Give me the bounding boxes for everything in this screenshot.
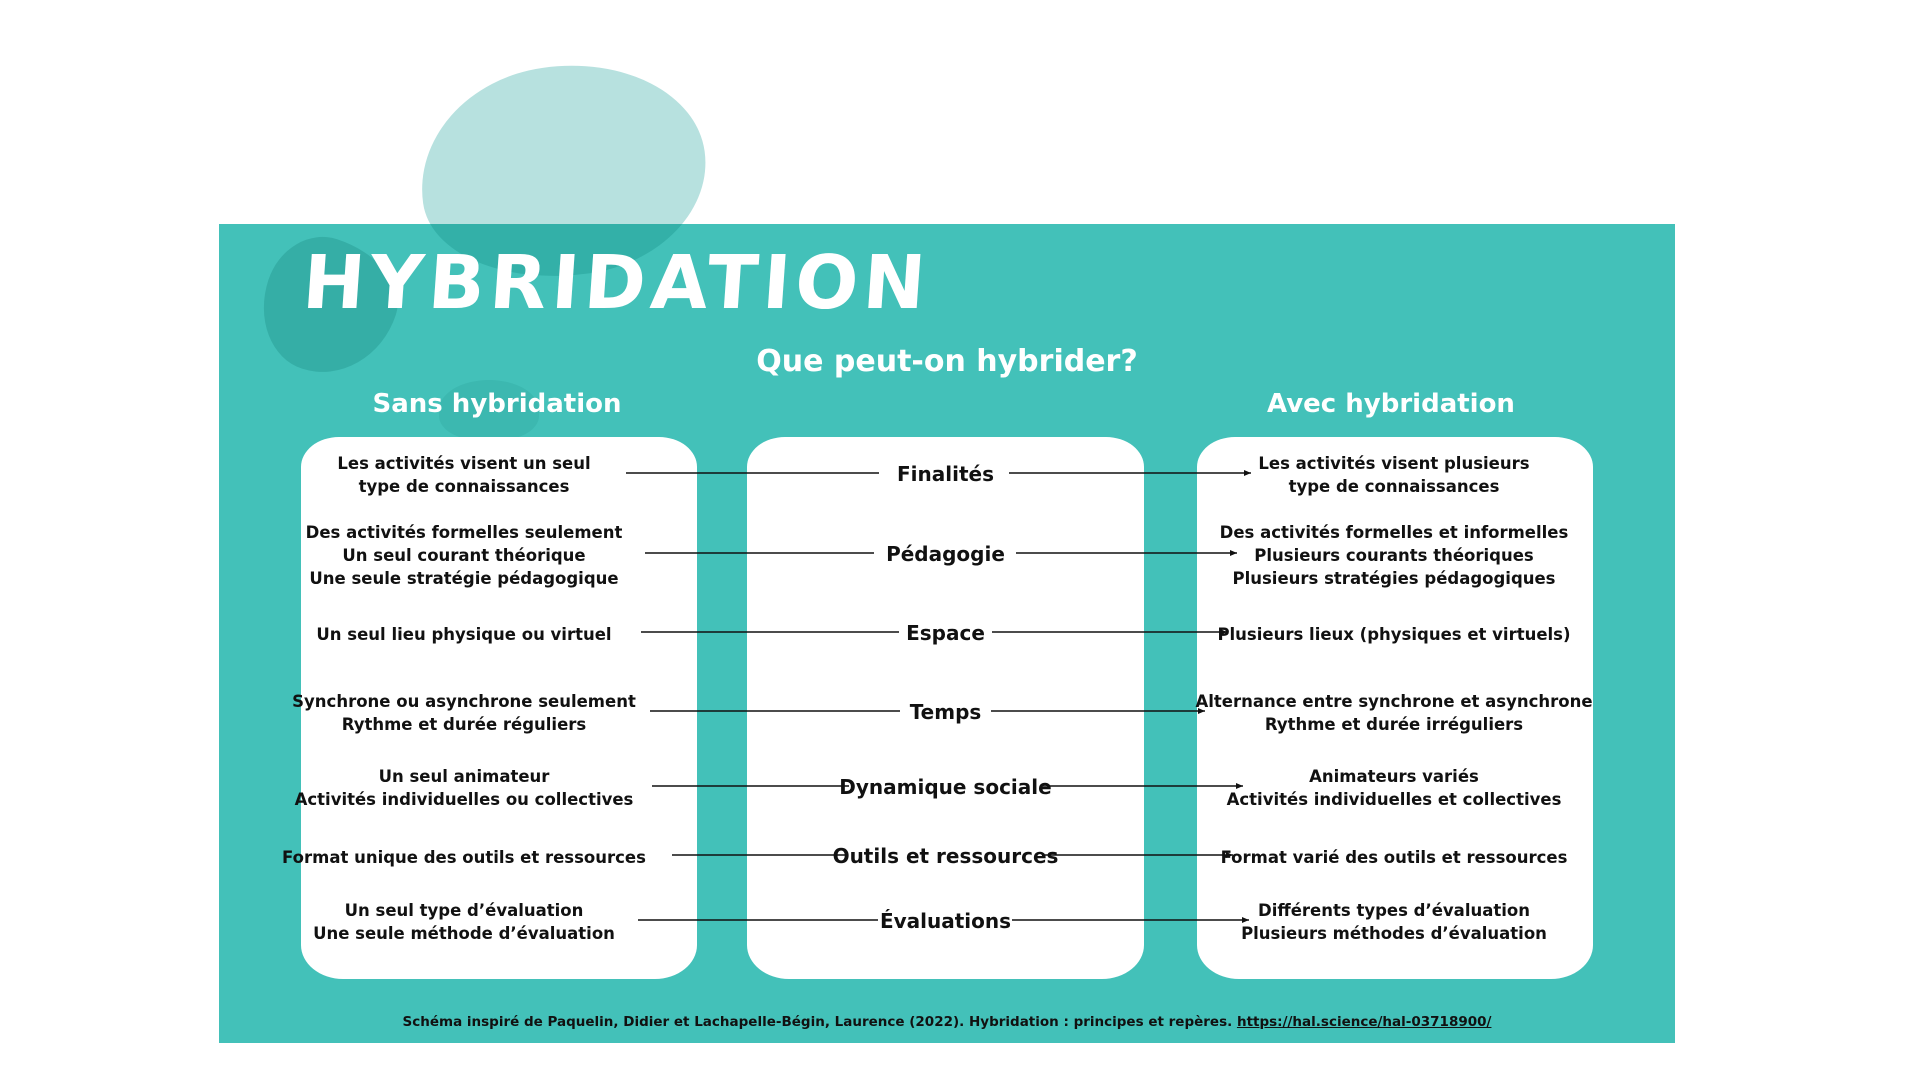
cell-line: Rythme et durée réguliers: [341, 715, 587, 734]
without-hybridation-cell: [281, 521, 647, 590]
cell-line: Rythme et durée irréguliers: [1264, 715, 1524, 734]
page-title: HYBRIDATION: [299, 240, 934, 326]
citation-text: Schéma inspiré de Paquelin, Didier et Lachapelle-Bégin, Laurence (2022). Hybridation : principes et repères.: [402, 1014, 1233, 1030]
citation-link[interactable]: https://hal.science/hal-03718900/: [1236, 1014, 1492, 1030]
cell-line: Plusieurs lieux (physiques et virtuels): [1217, 624, 1571, 644]
cell-line: Animateurs variés: [1309, 767, 1479, 786]
left-column-header: Sans hybridation: [372, 389, 622, 419]
source-citation: [219, 1014, 1675, 1030]
subtitle: Que peut-on hybrider?: [756, 344, 1138, 379]
without-hybridation-cell: [281, 690, 647, 736]
with-hybridation-cell: [1189, 623, 1599, 646]
cell-line: Une seule stratégie pédagogique: [309, 568, 619, 588]
with-hybridation-cell: [1189, 899, 1599, 945]
cell-line: Format varié des outils et ressources: [1220, 847, 1568, 867]
cell-line: Les activités visent un seul: [337, 454, 591, 473]
cell-line: Plusieurs méthodes d’évaluation: [1241, 924, 1547, 943]
without-hybridation-cell: [281, 765, 647, 811]
cell-line: Plusieurs courants théoriques: [1254, 545, 1534, 565]
cell-line: Alternance entre synchrone et asynchrone: [1195, 692, 1593, 711]
cell-line: Un seul animateur: [378, 767, 550, 786]
with-hybridation-cell: [1189, 690, 1599, 736]
cell-line: Activités individuelles ou collectives: [294, 790, 634, 809]
category-label: Évaluations: [879, 909, 1012, 933]
infographic-panel: [219, 224, 1675, 1043]
category-label: Dynamique sociale: [839, 775, 1052, 799]
without-hybridation-cell: [281, 623, 647, 646]
without-hybridation-cell: [281, 899, 647, 945]
category-label: Temps: [909, 700, 982, 724]
cell-line: Un seul courant théorique: [342, 545, 586, 565]
cell-line: Les activités visent plusieurs: [1258, 454, 1530, 473]
category-label: Pédagogie: [886, 542, 1005, 566]
category-label: Finalités: [897, 462, 994, 486]
cell-line: type de connaissances: [1288, 477, 1500, 496]
without-hybridation-cell: [281, 846, 647, 869]
right-column-header: Avec hybridation: [1267, 389, 1515, 419]
with-hybridation-cell: [1189, 452, 1599, 498]
cell-line: Format unique des outils et ressources: [282, 847, 646, 867]
without-hybridation-cell: [281, 452, 647, 498]
cell-line: Plusieurs stratégies pédagogiques: [1232, 568, 1556, 588]
category-label: Espace: [906, 621, 985, 645]
cell-line: Des activités formelles et informelles: [1219, 522, 1569, 542]
cell-line: Un seul lieu physique ou virtuel: [316, 624, 612, 644]
with-hybridation-cell: [1189, 846, 1599, 869]
category-label: Outils et ressources: [832, 844, 1059, 868]
cell-line: Une seule méthode d’évaluation: [313, 924, 615, 943]
cell-line: Synchrone ou asynchrone seulement: [292, 692, 636, 711]
with-hybridation-cell: [1189, 765, 1599, 811]
cell-line: Différents types d’évaluation: [1258, 901, 1530, 920]
cell-line: Des activités formelles seulement: [305, 522, 623, 542]
cell-line: Un seul type d’évaluation: [344, 901, 584, 920]
cell-line: Activités individuelles et collectives: [1226, 790, 1562, 809]
with-hybridation-cell: [1189, 521, 1599, 590]
cell-line: type de connaissances: [358, 477, 570, 496]
